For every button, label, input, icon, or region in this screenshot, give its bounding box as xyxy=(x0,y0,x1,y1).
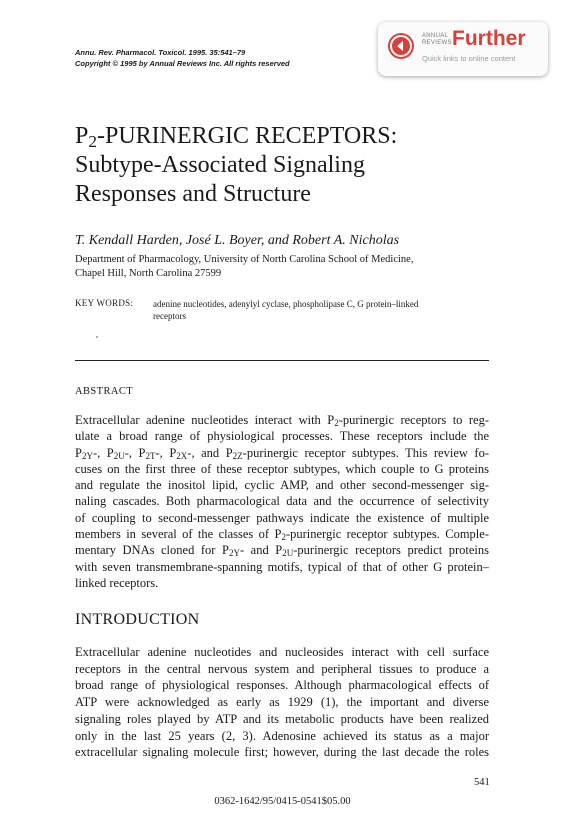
abstract-heading: ABSTRACT xyxy=(75,386,134,397)
annual-reviews-logo-text xyxy=(422,33,452,47)
abstract-line: $P_{2Y}-$, $P_{2U}-$, $P_{2T}-$, $P_{2X}-$, and $P_{2Z}$-purinergic receptor subtypes. This review fo- xyxy=(75,445,490,461)
intro-line: broad range of physiological responses. Although pharmacological effects of xyxy=(75,678,489,693)
further-badge[interactable] xyxy=(378,22,548,76)
introduction-body xyxy=(75,644,489,761)
keywords-label: KEY WORDS: xyxy=(75,298,134,308)
page-number: 541 xyxy=(474,777,490,788)
title-line-3: Responses and Structure xyxy=(75,181,311,207)
keywords-line: receptors xyxy=(153,311,186,321)
issn-price-line: 0362-1642/95/0415-0541$05.00 xyxy=(214,796,351,807)
keywords-line: adenine nucleotides, adenylyl cyclase, phospholipase C, G protein–linked xyxy=(153,299,419,309)
journal-citation xyxy=(75,47,290,69)
abstract-line: naling cascades. Both pharmacological data and the occurrence of selectivity xyxy=(75,494,489,509)
abstract-line: of coupling to second-messenger pathways indicate the existence of multiple xyxy=(75,510,489,525)
affiliation xyxy=(75,253,413,281)
copyright-line: Copyright © 1995 by Annual Reviews Inc. All rights reserved xyxy=(75,59,290,68)
further-subtitle: Quick links to online content xyxy=(422,54,516,63)
authors: T. Kendall Harden, José L. Boyer, and Robert A. Nicholas xyxy=(75,233,400,248)
intro-line: receptors in the central nervous system and peripheral tissues to produce a xyxy=(75,661,489,676)
abstract-line: cuses on the first three of these receptor subtypes, which couple to G proteins xyxy=(75,461,489,476)
abstract-line: mentary DNAs cloned for $P_{2Y}-$ and $P_{2U}$-purinergic receptors predict proteins xyxy=(75,543,489,559)
speck xyxy=(96,336,98,338)
intro-line: ATP were acknowledged as early as 1929 (1), the important and diverse xyxy=(75,695,489,710)
abstract-line: Extracellular adenine nucleotides interact with $P_2$-purinergic receptors to reg- xyxy=(75,413,489,428)
intro-line: signaling roles played by ATP and its metabolic products have been realized xyxy=(75,711,489,726)
further-word: Further xyxy=(452,27,526,50)
abstract-line: members in several of the classes of $P_2$-purinergic receptor subtypes. Comple- xyxy=(75,527,489,543)
reviews-label: REVIEWS xyxy=(422,40,452,46)
annual-label: ANNUAL xyxy=(422,33,449,39)
introduction-heading: INTRODUCTION xyxy=(75,611,200,628)
divider-rule xyxy=(75,360,489,361)
intro-line: extracellular signaling molecule first; however, during the last decade the roles xyxy=(75,745,489,760)
play-arrow-icon xyxy=(388,33,414,59)
abstract-line: linked receptors. xyxy=(75,575,159,590)
title-line-2: Subtype-Associated Signaling xyxy=(75,152,365,178)
intro-line: only in the last 25 years (2, 3). Adenosine achieved its status as a major xyxy=(75,728,489,743)
abstract-line: with seven transmembrane-spanning motifs, typical of that of other G protein– xyxy=(75,559,489,574)
affiliation-line: Department of Pharmacology, University of North Carolina School of Medicine, xyxy=(75,254,414,265)
title-line-1: $P_2$-PURINERGIC RECEPTORS: xyxy=(75,123,398,151)
abstract-line: ulate a broad range of physiological processes. These receptors include the xyxy=(75,429,489,444)
abstract-body xyxy=(75,412,489,591)
article-title xyxy=(75,122,397,209)
affiliation-line: Chapel Hill, North Carolina 27599 xyxy=(75,268,222,279)
citation-line: Annu. Rev. Pharmacol. Toxicol. 1995. 35:541–79 xyxy=(75,48,246,57)
intro-line: Extracellular adenine nucleotides and nucleosides interact with cell surface xyxy=(75,645,489,659)
keywords-text xyxy=(153,298,418,322)
abstract-line: and regulate the inositol lipid, cyclic AMP, and other second-messenger sig- xyxy=(75,478,489,493)
